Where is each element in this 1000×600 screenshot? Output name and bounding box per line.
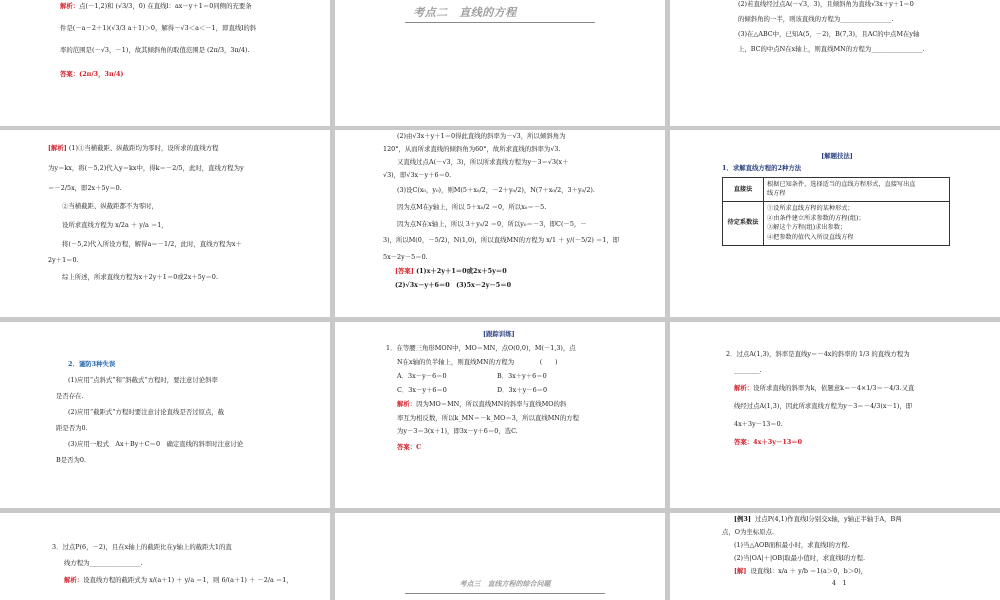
- slide-12-text: [722, 515, 902, 589]
- line: (3)设C(x₀，y₀)，则M(5＋x₀/2，－2＋y₀/2)，N(7＋x₀/2，3＋y₀/2).: [397, 185, 595, 194]
- line: 2y＋1＝0.: [48, 255, 79, 264]
- line: 率的范围是(－√3，－1)，故其倾斜角的取值范围是 (2π/3，3π/4).: [60, 45, 250, 54]
- option-a: A．3x－y－6＝0: [397, 371, 447, 380]
- line: 5x－2y－5＝0.: [383, 253, 428, 262]
- slide-4-text: [48, 144, 244, 283]
- line: 解析：因为MO＝MN，所以直线MN的斜率与直线MO的斜: [397, 399, 567, 408]
- slide-1-text: [60, 2, 256, 80]
- row-body: 根据已知条件，选择适当的直线方程形式，直接写出直 线方程: [764, 177, 950, 201]
- row-head: 待定系数法: [723, 202, 764, 245]
- line: 设所求直线方程为 x/2a ＋ y/a ＝1，: [62, 220, 168, 229]
- line: 因为点N在x轴上，所以 3＋y₀/2 ＝0，所以y₀＝－3，即C(－5，－: [397, 219, 587, 228]
- slide-12: [670, 513, 1000, 600]
- slide-3: [670, 0, 1000, 126]
- row-body: ①设所求直线方程的某种形式； ②由条件建立所求参数的方程(组)； ③解这个方程(组)求出参数； ④把参数的值代入所设直线方程: [764, 202, 950, 245]
- line: [解] 设直线l：x/a ＋ y/b ＝1(a＞0，b＞0)，: [734, 566, 868, 575]
- answer-line: [答案] (1)x＋2y＋1＝0或2x＋5y＝0: [395, 267, 507, 276]
- slide-6: [670, 130, 1000, 317]
- line: √3)，即√3x－y＋6＝0.: [383, 170, 452, 179]
- slide-10: [0, 513, 330, 600]
- line: ________.: [734, 365, 762, 374]
- slide-8-text: [383, 330, 643, 453]
- answer-line: (2)√3x－y＋6＝0 (3)5x－2y－5＝0: [395, 281, 512, 290]
- section-heading: [解题技法]: [821, 152, 853, 160]
- option-b: B．3x＋y＋6＝0: [497, 371, 547, 380]
- answer-line: 答案：C: [397, 443, 422, 452]
- line: 2．过点A(1,3)，斜率是直线y＝－4x的斜率的 1/3 的直线方程为: [726, 350, 910, 358]
- slide-2: [335, 0, 665, 126]
- line: 将(－5,2)代入所设方程，解得a＝－1/2，此时，直线方程为x＋: [62, 239, 242, 248]
- line: 上，BC的中点N在x轴上，则直线MN的方程为________________.: [738, 44, 925, 53]
- option-d: D．3x＋y－6＝0: [497, 385, 548, 394]
- line: 解析：设所求直线的斜率为k，依题意k＝－4×1/3＝－4/3.又直: [734, 383, 915, 392]
- option-c: C．3x－y＋6＝0: [397, 385, 447, 394]
- slide-11: [335, 513, 665, 600]
- section-title: 考点三 直线方程的综合问题: [459, 579, 551, 588]
- line: 线经过点A(1,3)，因此所求直线方程为y－3＝－4/3(x－1)，即: [734, 401, 913, 410]
- line: 又直线过点A(－√3，3)，所以所求直线方程为y－3＝√3(x＋: [397, 157, 569, 166]
- line: (2)由√3x＋y＋1＝0得此直线的斜率为－√3，所以倾斜角为: [397, 132, 566, 140]
- slide-7-text: [56, 360, 243, 465]
- line: 距是否为0.: [56, 423, 88, 432]
- row-head: 直接法: [723, 177, 764, 201]
- line: (2)应用“截距式”方程时要注意讨论直线是否过原点，截: [68, 407, 225, 416]
- line: N在x轴的负半轴上，则直线MN的方程为 ( ): [397, 357, 558, 366]
- slide-8: [335, 322, 665, 508]
- title-rule: [405, 22, 595, 23]
- options-row: [383, 386, 637, 396]
- line: 点，O为坐标原点.: [722, 527, 775, 536]
- line: 3．过点P(6，－2)，且在x轴上的截距比在y轴上的截距大1的直: [52, 543, 232, 551]
- slide-3-text: [738, 0, 924, 55]
- line: ＝－2/5x，即2x＋5y＝0.: [48, 183, 122, 192]
- slide-7: [0, 322, 330, 508]
- options-row: [383, 372, 637, 382]
- section-heading: [跟踪训练]: [483, 330, 515, 338]
- line: 是否存在.: [56, 391, 84, 400]
- line: (2)当|OA|＋|OB|取最小值时，求直线l的方程.: [734, 553, 865, 562]
- slide-10-text: [52, 543, 293, 586]
- line: 3)，所以M(0，－5/2)，N(1,0)，所以直线MN的方程为 x/1 ＋ y/(－5/2) ＝1，即: [383, 236, 620, 245]
- line: 为y＝kx，将(－5,2)代入y＝kx中，得k＝－2/5，此时，直线方程为y: [48, 163, 244, 172]
- line: 4 1: [832, 578, 847, 587]
- answer-line: 答案：(2π/3，3π/4): [60, 69, 124, 78]
- line: 4x＋3y－13＝0.: [734, 419, 783, 428]
- slide-4: [0, 130, 330, 317]
- line: 件是(－a－2＋1)(√3/3 a＋1)＞0，解得－√3＜a＜－1，即直线l的斜: [60, 23, 257, 32]
- answer-line: 答案：4x＋3y－13＝0: [734, 437, 803, 446]
- line: 120°，从而所求直线的倾斜角为60°，故所求直线的斜率为√3.: [383, 144, 561, 153]
- line: [例3] 过点P(4,1)作直线l分别交x轴，y轴正半轴于A，B两: [734, 515, 902, 523]
- sub-heading: 2．谨防3种失误: [68, 360, 116, 368]
- slide-5-text: [383, 132, 619, 291]
- line: 线方程为________________.: [64, 558, 143, 567]
- line: 解析：设直线方程的截距式为 x/(a＋1) ＋ y/a ＝1，则 6/(a＋1) ＋ －2/a ＝1，: [64, 575, 293, 584]
- line: B是否为0.: [56, 455, 86, 464]
- line: 1．在等腰三角形MON中，MO＝MN，点O(0,0)，M(－1,3)，点: [386, 343, 576, 352]
- slide-9-text: [722, 350, 914, 448]
- line: (3)在△ABC中，已知A(5，－2)，B(7,3)，且AC的中点M在y轴: [738, 29, 920, 38]
- line: (1)应用“点斜式”和“斜截式”方程时，要注意讨论斜率: [68, 375, 218, 384]
- methods-table: [722, 177, 950, 246]
- slide-1: [0, 0, 330, 126]
- table-row: [723, 177, 950, 201]
- line: 因为点M在y轴上，所以 5＋x₀/2 ＝0，所以x₀＝－5.: [397, 202, 547, 211]
- title-rule: [405, 593, 605, 594]
- line: ②当横截距、纵截距都不为零时，: [62, 201, 158, 210]
- line: 综上所述，所求直线方程为x＋2y＋1＝0或2x＋5y＝0.: [62, 273, 218, 282]
- sub-heading: 1．求解直线方程的2种方法: [722, 163, 802, 172]
- slide-5: [335, 130, 665, 317]
- line: [解析] (1)①当横截距、纵截距均为零时，设所求的直线方程: [48, 144, 219, 152]
- line: 解析：点(－1,2)和 (√3/3，0) 在直线l：ax－y＋1＝0同侧的充要条: [60, 2, 252, 10]
- slide-9: [670, 322, 1000, 508]
- line: (3)应用一般式 Ax＋By＋C＝0 确定直线的斜率时注意讨论: [68, 439, 244, 448]
- line: 率互为相反数，所以k_MN＝－k_MO＝3，所以直线MN的方程: [397, 413, 580, 422]
- slide-6-text: [722, 152, 952, 246]
- section-title: 考点二 直线的方程: [413, 6, 517, 19]
- line: 的倾斜角的一半，则该直线的方程为________________.: [738, 14, 894, 23]
- line: (2)若直线经过点A(－√3，3)，且倾斜角为直线√3x＋y＋1＝0: [738, 0, 914, 8]
- table-row: [723, 202, 950, 245]
- line: 为y－3＝3(x＋1)，即3x－y＋6＝0，选C.: [397, 427, 518, 436]
- line: (1)当△AOB面积最小时，求直线l的方程.: [734, 540, 850, 549]
